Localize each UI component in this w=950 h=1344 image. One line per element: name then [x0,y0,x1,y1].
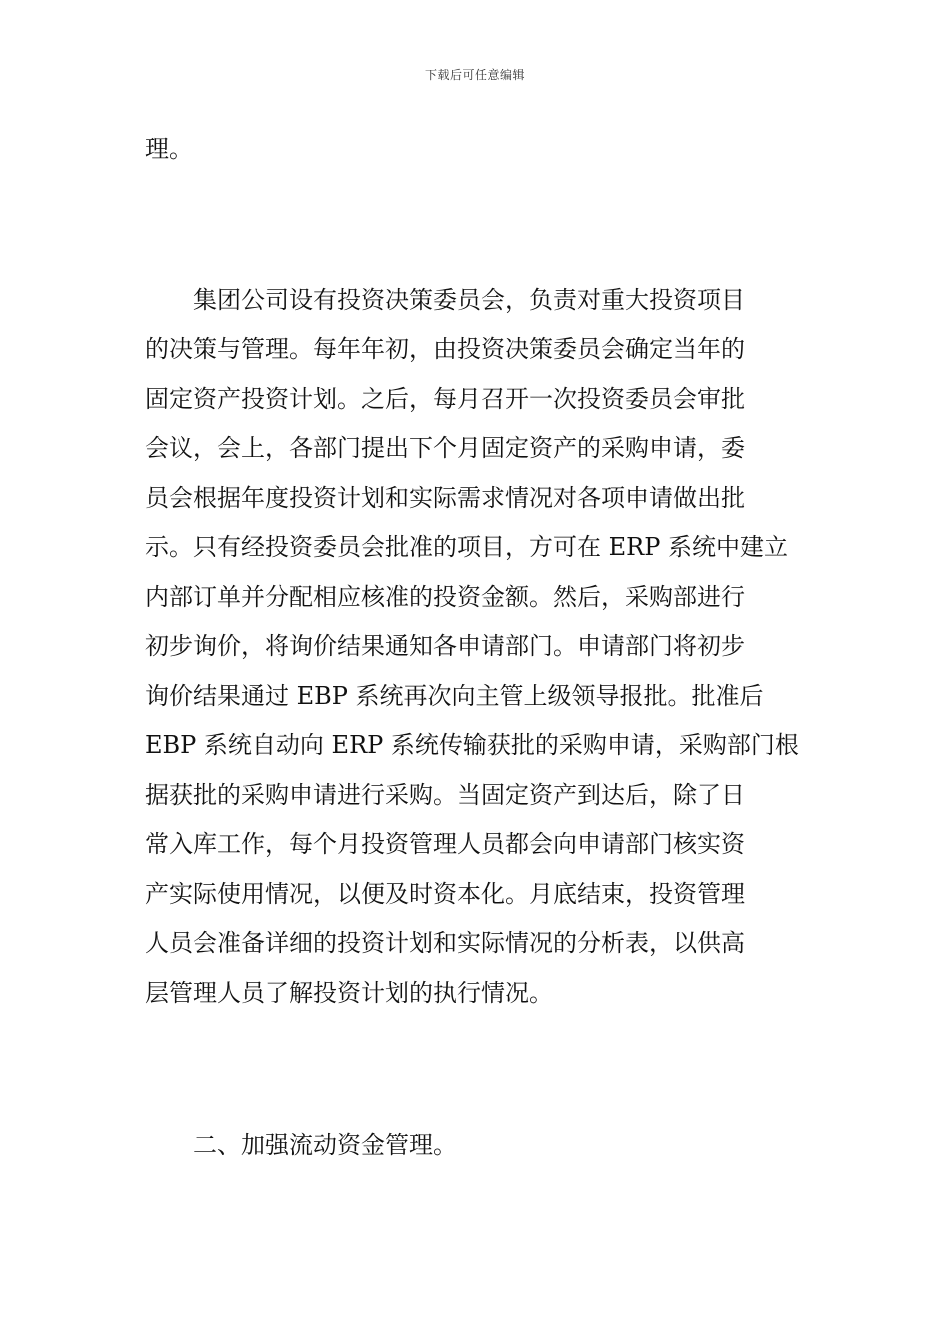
paragraph-line: 集团公司设有投资决策委员会，负责对重大投资项目 [193,286,745,314]
section-heading: 二、加强流动资金管理。 [193,1131,457,1159]
paragraph-line: 员会根据年度投资计划和实际需求情况对各项申请做出批 [145,484,745,512]
page-header: 下载后可任意编辑 [424,68,525,82]
paragraph-line: 内部订单并分配相应核准的投资金额。然后，采购部进行 [145,583,745,611]
paragraph-line: 产实际使用情况，以便及时资本化。月底结束，投资管理 [145,880,745,908]
paragraph-line: 询价结果通过 EBP 系统再次向主管上级领导报批。批准后 [145,682,764,710]
paragraph-line: 固定资产投资计划。之后，每月召开一次投资委员会审批 [145,385,745,413]
paragraph-line: 人员会准备详细的投资计划和实际情况的分析表，以供高 [145,929,745,957]
paragraph-line: 示。只有经投资委员会批准的项目，方可在 ERP 系统中建立 [145,533,788,561]
fragment-text: 理。 [145,135,193,163]
paragraph-line: 据获批的采购申请进行采购。当固定资产到达后，除了日 [145,781,745,809]
paragraph-line: 会议，会上，各部门提出下个月固定资产的采购申请，委 [145,434,745,462]
paragraph-line: 常入库工作，每个月投资管理人员都会向申请部门核实资 [145,830,745,858]
paragraph-line: 初步询价，将询价结果通知各申请部门。申请部门将初步 [145,632,745,660]
paragraph-line: 层管理人员了解投资计划的执行情况。 [145,979,553,1007]
paragraph-line: EBP 系统自动向 ERP 系统传输获批的采购申请，采购部门根 [145,731,799,759]
paragraph-line: 的决策与管理。每年年初，由投资决策委员会确定当年的 [145,335,745,363]
